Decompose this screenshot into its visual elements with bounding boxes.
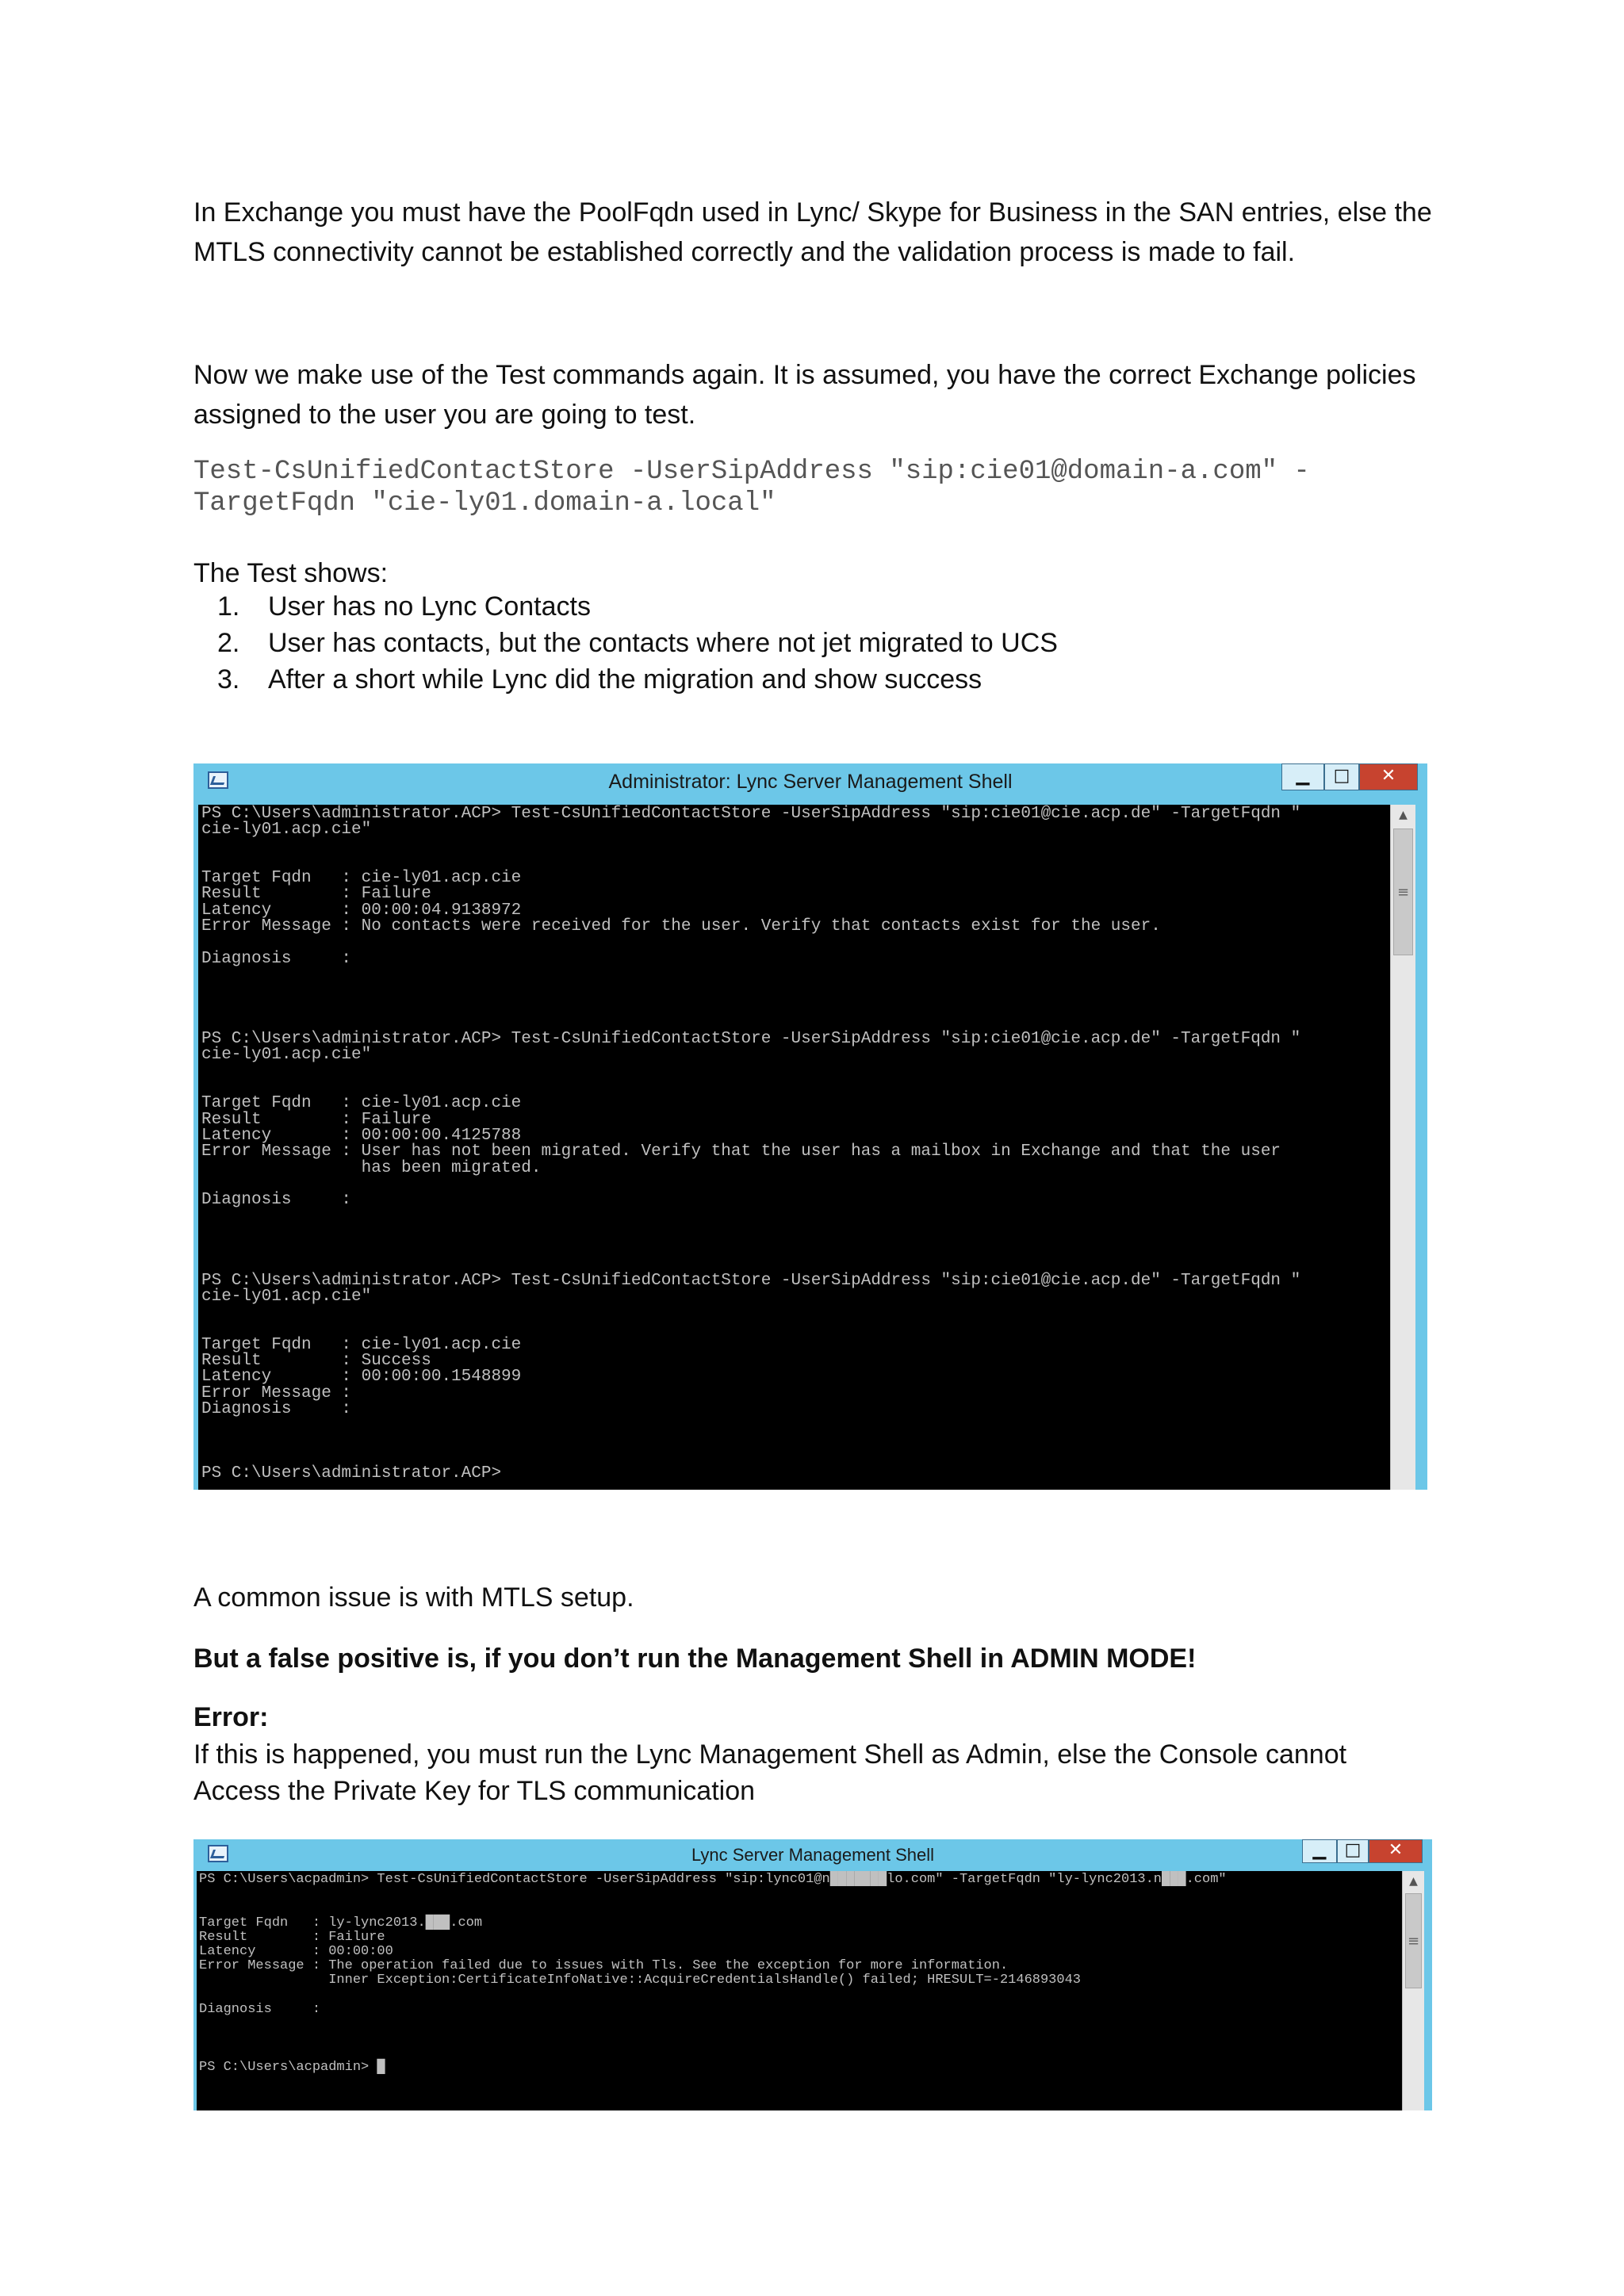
console-line: Error Message : — [201, 1383, 352, 1402]
console-line: has been migrated. — [201, 1158, 542, 1177]
window-title: Administrator: Lync Server Management Shell — [608, 771, 1013, 793]
console-line: Result : Success — [201, 1352, 431, 1371]
list-item: 2. User has contacts, but the contacts where not jet migrated to UCS — [217, 628, 1058, 658]
code-line-2: TargetFqdn "cie-ly01.domain-a.local" — [193, 488, 776, 519]
console-line: Target Fqdn : cie-ly01.acp.cie — [201, 869, 522, 888]
scroll-thumb[interactable]: ≡ — [1405, 1893, 1422, 1988]
console-line: PS C:\Users\administrator.ACP> Test-CsUnifiedContactStore -UserSipAddress "sip:cie01@cie.acp.de" -TargetFqdn " — [201, 1030, 1301, 1049]
console-line: Target Fqdn : cie-ly01.acp.cie — [201, 1335, 522, 1354]
console-line: cie-ly01.acp.cie" — [201, 821, 372, 840]
maximize-button[interactable]: □ — [1337, 1839, 1369, 1863]
admin-advice-paragraph: If this is happened, you must run the Lync Management Shell as Admin, else the Console cannot Access the Private Key for TLS communication — [193, 1739, 1347, 1806]
console-line — [199, 1887, 1402, 1901]
maximize-button[interactable]: □ — [1324, 763, 1359, 790]
console-scrollbar[interactable] — [1402, 1871, 1424, 2110]
window-title: Lync Server Management Shell — [691, 1845, 935, 1865]
test-shows-label: The Test shows: — [193, 558, 389, 588]
console-line — [199, 2017, 1402, 2031]
window-titlebar[interactable] — [193, 1839, 1432, 1871]
console-line — [201, 1322, 1390, 1337]
console-line: Latency : 00:00:00 — [199, 1944, 393, 1960]
console-line: PS C:\Users\administrator.ACP> — [201, 1464, 502, 1483]
console-line: Result : Failure — [201, 885, 431, 904]
console-line — [201, 967, 1390, 983]
console-line: Result : Failure — [201, 1110, 431, 1129]
error-heading: Error: — [193, 1702, 269, 1732]
window-titlebar[interactable] — [193, 763, 1427, 800]
console-line: PS C:\Users\acpadmin> Test-CsUnifiedContactStore -UserSipAddress "sip:lync01@n███████lo.com" -TargetFqdn "ly-lync2013.n███.com" — [199, 1872, 1227, 1887]
console-output[interactable] — [198, 805, 1390, 1490]
console-line: PS C:\Users\acpadmin> █ — [199, 2059, 385, 2075]
console-line — [201, 1257, 1390, 1272]
console-line — [201, 1305, 1390, 1321]
console-output[interactable] — [197, 1871, 1402, 2110]
console-line — [199, 1901, 1402, 1915]
console-line — [201, 1208, 1390, 1224]
console-line: PS C:\Users\administrator.ACP> Test-CsUnifiedContactStore -UserSipAddress "sip:cie01@cie.acp.de" -TargetFqdn " — [201, 1271, 1301, 1290]
console-scrollbar[interactable] — [1390, 805, 1415, 1490]
console-line — [201, 839, 1390, 855]
console-line — [201, 1000, 1390, 1016]
console-line — [201, 1064, 1390, 1080]
console-line: Latency : 00:00:04.9138972 — [201, 901, 522, 920]
minimize-button[interactable]: ▁ — [1281, 763, 1324, 790]
console-line: Latency : 00:00:00.4125788 — [201, 1126, 522, 1145]
console-line — [201, 983, 1390, 999]
close-button[interactable]: ✕ — [1369, 1839, 1423, 1863]
console-line — [199, 2031, 1402, 2045]
test-results-list — [193, 588, 1462, 698]
console-line: Inner Exception:CertificateInfoNative::AcquireCredentialsHandle() failed; HRESULT=-2146893043 — [199, 1973, 1081, 1988]
intro-paragraph: In Exchange you must have the PoolFqdn used in Lync/ Skype for Business in the SAN entries, else the MTLS connectivity cannot be established correctly and the validation process is made to fail. — [193, 197, 1432, 267]
minimize-button[interactable]: ▁ — [1302, 1839, 1337, 1863]
console-line — [201, 935, 1390, 951]
scroll-up-arrow[interactable]: ▲ — [1399, 809, 1408, 821]
console-window-nonadmin — [193, 1839, 1432, 2110]
console-line: Latency : 00:00:00.1548899 — [201, 1368, 522, 1387]
console-line: cie-ly01.acp.cie" — [201, 1287, 372, 1306]
mtls-issue-paragraph: A common issue is with MTLS setup. — [193, 1582, 634, 1613]
test-commands-paragraph: Now we make use of the Test commands again. It is assumed, you have the correct Exchange policies assigned to the user you are going to test. — [193, 360, 1416, 430]
console-line — [201, 1450, 1390, 1466]
console-line — [201, 1434, 1390, 1450]
scroll-thumb[interactable]: ≡ — [1393, 828, 1413, 955]
console-window-admin — [193, 763, 1427, 1490]
console-line: Target Fqdn : cie-ly01.acp.cie — [201, 1094, 522, 1113]
console-line: Diagnosis : — [201, 1191, 352, 1210]
code-line-1: Test-CsUnifiedContactStore -UserSipAddress "sip:cie01@domain-a.com" - — [193, 457, 1310, 487]
console-line: cie-ly01.acp.cie" — [201, 1046, 372, 1065]
console-line: Target Fqdn : ly-lync2013.███.com — [199, 1915, 483, 1931]
console-line: PS C:\Users\administrator.ACP> Test-CsUnifiedContactStore -UserSipAddress "sip:cie01@cie.acp.de" -TargetFqdn " — [201, 805, 1301, 823]
console-line — [199, 2045, 1402, 2060]
list-item: 3. After a short while Lync did the migration and show success — [217, 664, 982, 695]
close-button[interactable]: ✕ — [1359, 763, 1418, 790]
list-item: 1. User has no Lync Contacts — [217, 591, 591, 622]
console-line: Error Message : No contacts were received for the user. Verify that contacts exist for the user. — [201, 917, 1161, 936]
console-line — [201, 1418, 1390, 1433]
console-line: Diagnosis : — [199, 2001, 321, 2017]
console-line — [201, 1080, 1390, 1096]
console-line — [201, 1016, 1390, 1031]
console-line — [201, 1177, 1390, 1192]
console-line: Diagnosis : — [201, 1399, 352, 1418]
scroll-up-arrow[interactable]: ▲ — [1409, 1875, 1418, 1888]
console-line: Error Message : User has not been migrated. Verify that the user has a mailbox in Exchange and that the user — [201, 1142, 1281, 1161]
console-line — [201, 1241, 1390, 1257]
console-line — [201, 855, 1390, 871]
console-line: Diagnosis : — [201, 949, 352, 968]
console-line: Error Message : The operation failed due to issues with Tls. See the exception for more information. — [199, 1958, 1009, 1974]
console-line: Result : Failure — [199, 1929, 385, 1945]
console-line — [199, 1988, 1402, 2003]
false-positive-warning: But a false positive is, if you don’t run the Management Shell in ADMIN MODE! — [193, 1644, 1197, 1674]
console-line — [201, 1225, 1390, 1241]
